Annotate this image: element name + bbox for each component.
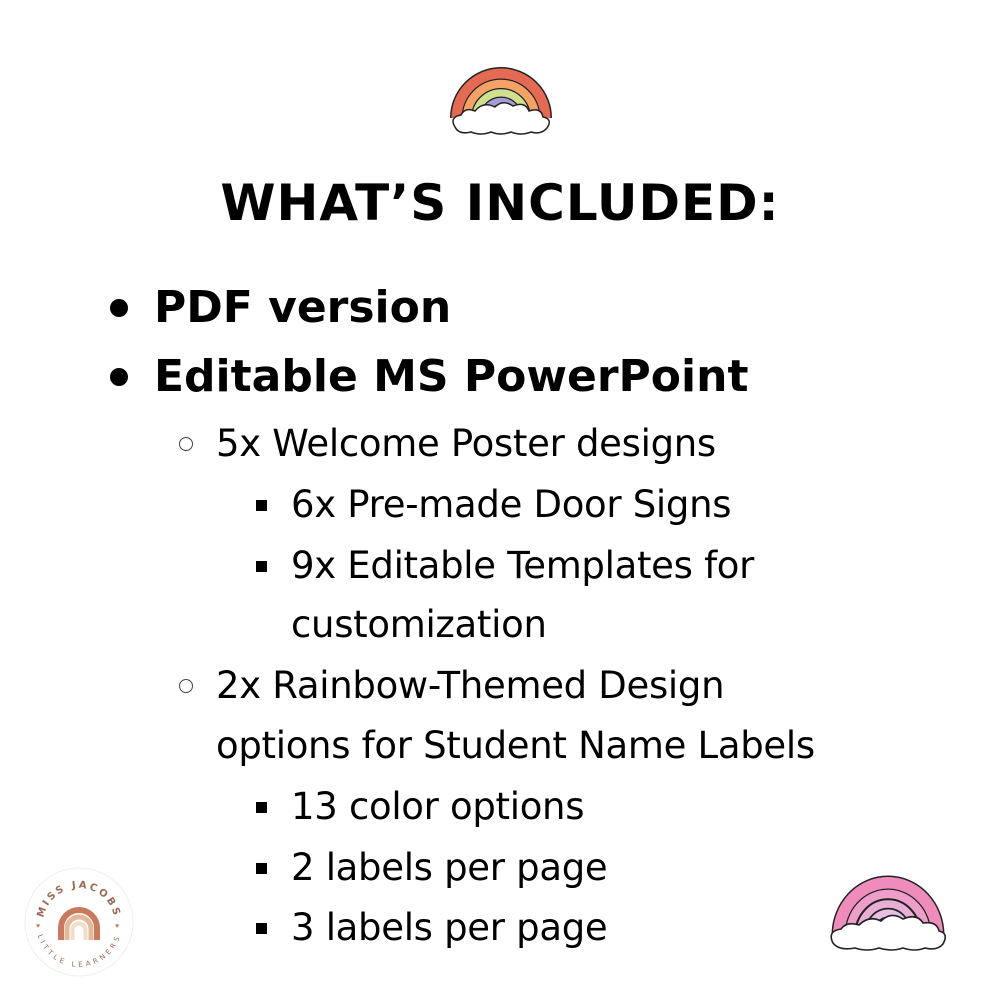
list-item-level1: PDF version [154, 282, 452, 333]
list-item-level3: 6x Pre-made Door Signs [291, 483, 732, 526]
list-item-level2-continuation: options for Student Name Labels [216, 724, 815, 767]
list-item-level2: 5x Welcome Poster designs [216, 422, 716, 465]
svg-text:♥: ♥ [115, 923, 120, 930]
page-title: WHAT’S INCLUDED: [220, 174, 780, 232]
bullet-square-icon [256, 802, 267, 813]
list-item-level3: 13 color options [291, 785, 585, 828]
svg-text:♥: ♥ [36, 923, 41, 930]
bullet-square-icon [256, 500, 267, 511]
bullet-square-icon [256, 561, 267, 572]
brand-logo [23, 866, 135, 978]
bullet-filled-icon [110, 368, 128, 386]
bullet-square-icon [256, 923, 267, 934]
bullet-filled-icon [110, 299, 128, 317]
bullet-square-icon [256, 863, 267, 874]
list-item-level3: 2 labels per page [291, 846, 608, 889]
logo-bottom-text: LITTLE LEARNERS [35, 933, 123, 969]
rainbow-pink-icon [825, 845, 951, 953]
bullet-hollow-icon [179, 437, 193, 451]
list-item-level1: Editable MS PowerPoint [154, 351, 749, 402]
list-item-level3-continuation: customization [291, 603, 547, 646]
bullet-hollow-icon [179, 679, 193, 693]
list-item-level3: 9x Editable Templates for [291, 544, 755, 587]
rainbow-top-icon [445, 43, 557, 135]
list-item-level3: 3 labels per page [291, 906, 608, 949]
list-item-level2: 2x Rainbow-Themed Design [216, 664, 725, 707]
logo-top-text: MISS JACOBS [35, 879, 123, 919]
